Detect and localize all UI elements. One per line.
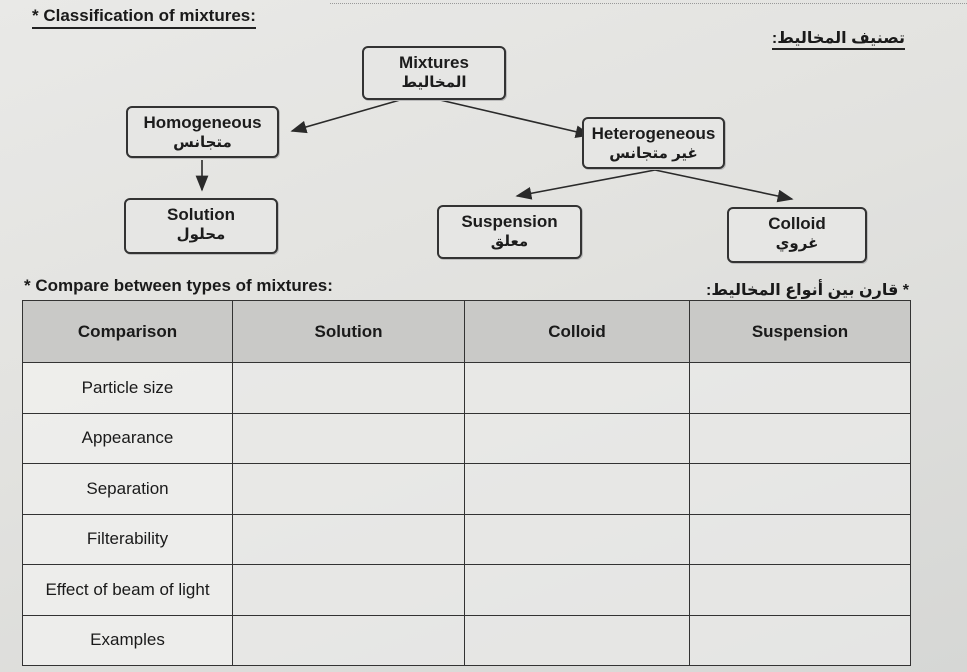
node-colloid [727, 207, 867, 263]
cell-empty[interactable] [690, 565, 911, 616]
node-solution [124, 198, 278, 254]
table-row [23, 464, 911, 515]
node-homogeneous-label: Homogeneous [143, 113, 262, 132]
cell-empty[interactable] [690, 615, 911, 666]
cell-empty[interactable] [233, 514, 465, 565]
compare-heading: * Compare between types of mixtures: [24, 276, 333, 295]
node-heterogeneous [582, 117, 725, 169]
cell-empty[interactable] [690, 413, 911, 464]
cell-empty[interactable] [690, 514, 911, 565]
node-mixtures [362, 46, 506, 100]
cell-empty[interactable] [465, 514, 690, 565]
arrow-mixtures-to-heterogeneous [440, 100, 590, 135]
cell-empty[interactable] [465, 363, 690, 414]
node-homogeneous-label-arabic: متجانس [173, 134, 232, 151]
cell-empty[interactable] [690, 363, 911, 414]
row-label-filterability: Filterability [23, 514, 233, 565]
cell-empty[interactable] [465, 615, 690, 666]
arrow-heterogeneous-to-colloid [655, 170, 792, 199]
node-suspension [437, 205, 582, 259]
table-row [23, 565, 911, 616]
arrow-mixtures-to-homogeneous [292, 100, 400, 131]
node-colloid-label: Colloid [768, 214, 826, 233]
node-heterogeneous-label: Heterogeneous [591, 124, 716, 143]
node-suspension-label-arabic: معلق [490, 233, 529, 250]
compare-heading-arabic: * قارن بين أنواع المخاليط: [706, 282, 909, 299]
node-mixtures-label-arabic: المخاليط [401, 74, 467, 91]
row-label-appearance: Appearance [23, 413, 233, 464]
arrow-heterogeneous-to-suspension [517, 170, 655, 196]
header-colloid: Colloid [465, 301, 690, 363]
classification-heading: * Classification of mixtures: [32, 6, 256, 29]
table-header-row [23, 301, 911, 363]
node-mixtures-label: Mixtures [399, 53, 469, 72]
row-label-separation: Separation [23, 464, 233, 515]
row-label-particle-size: Particle size [23, 363, 233, 414]
node-heterogeneous-label-arabic: غير متجانس [609, 145, 698, 162]
node-solution-label: Solution [167, 205, 235, 224]
cell-empty[interactable] [233, 464, 465, 515]
table-row [23, 413, 911, 464]
cell-empty[interactable] [233, 413, 465, 464]
table-row [23, 363, 911, 414]
comparison-table [22, 300, 911, 666]
row-label-examples: Examples [23, 615, 233, 666]
cell-empty[interactable] [465, 413, 690, 464]
node-solution-label-arabic: محلول [176, 226, 226, 243]
header-solution: Solution [233, 301, 465, 363]
header-suspension: Suspension [690, 301, 911, 363]
cell-empty[interactable] [465, 464, 690, 515]
header-comparison: Comparison [23, 301, 233, 363]
cell-empty[interactable] [233, 565, 465, 616]
node-suspension-label: Suspension [461, 212, 558, 231]
cell-empty[interactable] [233, 363, 465, 414]
cell-empty[interactable] [690, 464, 911, 515]
node-colloid-label-arabic: غروي [775, 235, 819, 252]
row-label-effect-of-beam-of-light: Effect of beam of light [23, 565, 233, 616]
node-homogeneous [126, 106, 279, 158]
cell-empty[interactable] [233, 615, 465, 666]
table-row [23, 615, 911, 666]
cell-empty[interactable] [465, 565, 690, 616]
table-row [23, 514, 911, 565]
classification-heading-arabic: تصنيف المخاليط: [772, 28, 905, 50]
